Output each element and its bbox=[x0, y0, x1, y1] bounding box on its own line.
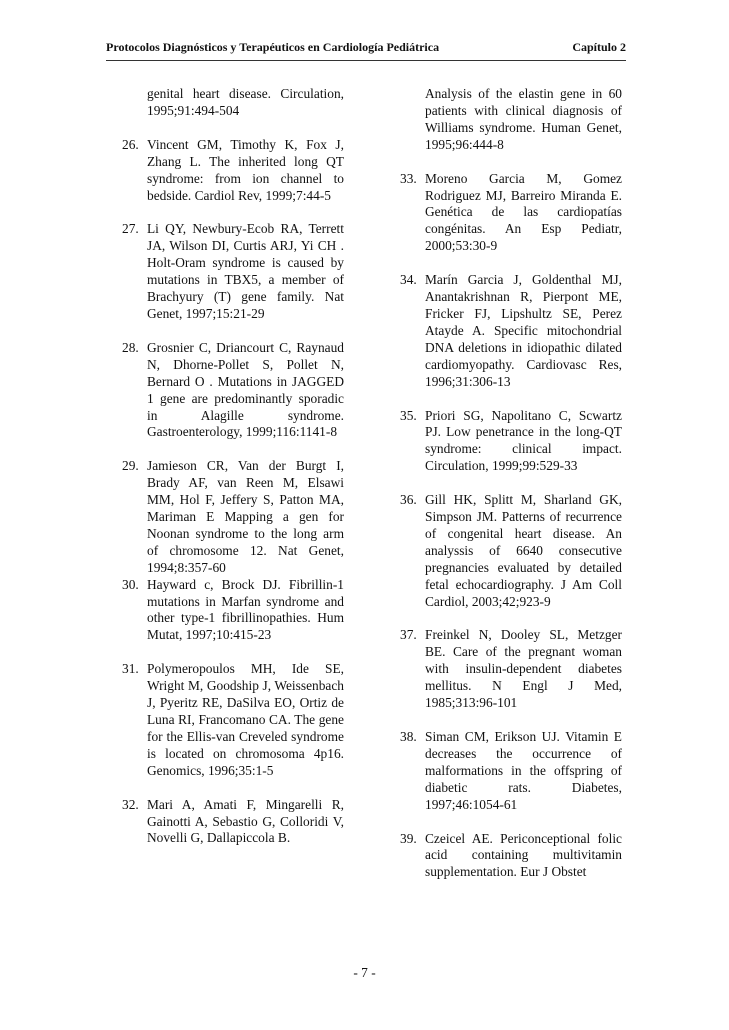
reference-continuation bbox=[400, 86, 622, 154]
reference-26 bbox=[122, 137, 344, 205]
chapter-label: Capítulo 2 bbox=[572, 40, 626, 54]
reference-37 bbox=[400, 627, 622, 712]
reference-text: Moreno Garcia M, Gomez Rodriguez MJ, Barreiro Miranda E. Genética de las cardiopatías congénitas. An Esp Pediatr, 2000;53:30-9 bbox=[425, 170, 622, 254]
reference-30 bbox=[122, 577, 344, 645]
reference-text: Priori SG, Napolitano C, Scwartz PJ. Low penetrance in the long-QT syndrome: clinical impact. Circulation, 1999;99:529-33 bbox=[425, 407, 622, 474]
reference-number: 29. bbox=[122, 458, 139, 474]
reference-number: 36. bbox=[400, 492, 417, 508]
reference-38 bbox=[400, 729, 622, 814]
reference-text: Jamieson CR, Van der Burgt I, Brady AF, van Reen M, Elsawi MM, Hol F, Jeffery S, Patton MA, Mariman E Mapping a gen for Noonan syndrome to the long arm of chromosome 12. Nat Genet, 1994;8:357-60 bbox=[147, 458, 344, 575]
reference-32 bbox=[122, 797, 344, 848]
header-divider bbox=[106, 60, 626, 61]
reference-34 bbox=[400, 272, 622, 390]
reference-text: Vincent GM, Timothy K, Fox J, Zhang L. The inherited long QT syndrome: from ion channel to bedside. Cardiol Rev, 1999;7:44-5 bbox=[147, 136, 344, 203]
page-number: - 7 - bbox=[353, 965, 376, 980]
reference-number: 31. bbox=[122, 661, 139, 677]
reference-text: Mari A, Amati F, Mingarelli R, Gainotti A, Sebastio G, Colloridi V, Novelli G, Dallapiccola B. bbox=[147, 796, 344, 846]
reference-number: 39. bbox=[400, 830, 417, 846]
reference-31 bbox=[122, 661, 344, 779]
reference-text: Marín Garcia J, Goldenthal MJ, Anantakrishnan R, Pierpont ME, Fricker FJ, Lipshultz SE, Perez Atayde A. Specific mitochondrial DNA deletions in idiopathic dilated cardiomyopathy. Cardiovasc Res, 1996;31:306-13 bbox=[425, 272, 622, 389]
reference-text: Grosnier C, Driancourt C, Raynaud N, Dhorne-Pollet S, Pollet N, Bernard O . Mutations in JAGGED 1 gene are predominantly sporadic in Alagille syndrome. Gastroenterology, 1999;116:1141-8 bbox=[147, 339, 344, 440]
reference-36 bbox=[400, 492, 622, 610]
reference-text: Li QY, Newbury-Ecob RA, Terrett JA, Wilson DI, Curtis ARJ, Yi CH . Holt-Oram syndrome is caused by mutations in TBX5, a member of Brachyury (T) gene family. Nat Genet, 1997;15:21-29 bbox=[147, 221, 344, 321]
left-column bbox=[122, 86, 344, 847]
right-column bbox=[400, 86, 622, 881]
reference-text: Siman CM, Erikson UJ. Vitamin E decreases the occurrence of malformations in the offspring of diabetic rats. Diabetes, 1997;46:1054-61 bbox=[425, 729, 622, 812]
reference-number: 30. bbox=[122, 576, 139, 592]
reference-28 bbox=[122, 340, 344, 441]
reference-number: 26. bbox=[122, 136, 139, 152]
reference-number: 27. bbox=[122, 221, 139, 237]
page-header bbox=[106, 40, 626, 58]
reference-27 bbox=[122, 221, 344, 322]
reference-text: Hayward c, Brock DJ. Fibrillin-1 mutations in Marfan syndrome and other type-1 fibrillinopathies. Hum Mutat, 1997;10:415-23 bbox=[147, 576, 344, 643]
reference-number: 33. bbox=[400, 170, 417, 186]
reference-continuation bbox=[122, 86, 344, 120]
reference-29 bbox=[122, 458, 344, 576]
reference-number: 28. bbox=[122, 339, 139, 355]
reference-number: 34. bbox=[400, 272, 417, 288]
reference-33 bbox=[400, 171, 622, 256]
document-title: Protocolos Diagnósticos y Terapéuticos en Cardiología Pediátrica bbox=[106, 40, 440, 54]
reference-number: 38. bbox=[400, 729, 417, 744]
reference-text: genital heart disease. Circulation, 1995;91:494-504 bbox=[147, 86, 344, 118]
reference-text: Gill HK, Splitt M, Sharland GK, Simpson JM. Patterns of recurrence of congenital heart disease. An analyssis of 6640 consecutive pregnancies evaluated by detailed fetal echocardiography. J Am Coll Cardiol, 2003;42;923-9 bbox=[425, 492, 622, 609]
reference-number: 35. bbox=[400, 407, 417, 423]
reference-35 bbox=[400, 408, 622, 476]
reference-number: 37. bbox=[400, 627, 417, 643]
reference-text: Analysis of the elastin gene in 60 patients with clinical diagnosis of Williams syndrome. Human Genet, 1995;96:444-8 bbox=[425, 86, 622, 152]
reference-number: 32. bbox=[122, 796, 139, 812]
reference-39 bbox=[400, 831, 622, 882]
reference-text: Czeicel AE. Periconceptional folic acid containing multivitamin supplementation. Eur J Obstet bbox=[425, 830, 622, 880]
reference-text: Freinkel N, Dooley SL, Metzger BE. Care of the pregnant woman with insulin-dependent diabetes mellitus. N Engl J Med, 1985;313:96-101 bbox=[425, 627, 622, 711]
reference-text: Polymeropoulos MH, Ide SE, Wright M, Goodship J, Weissenbach J, Pyeritz RE, DaSilva EO, Ortiz de Luna RI, Francomano CA. The gene for the Ellis-van Creveled syndrome is located on chromosoma 4p16. Genomics, 1996;35:1-5 bbox=[147, 661, 344, 778]
